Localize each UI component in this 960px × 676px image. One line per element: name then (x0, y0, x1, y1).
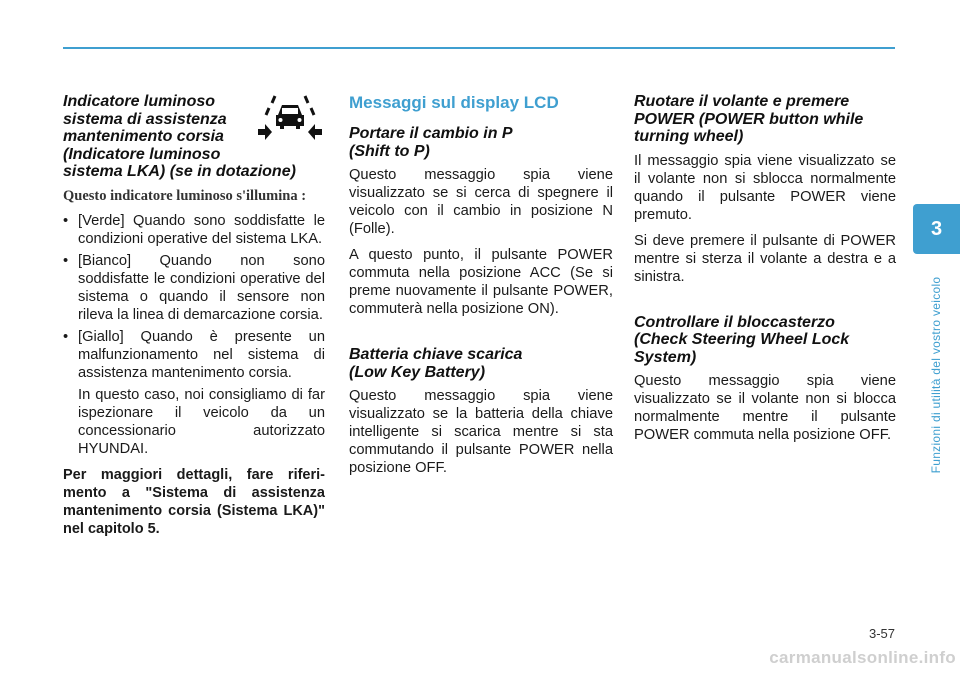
heading-line: (Check Steering Wheel Lock (634, 331, 850, 348)
heading-line: (Shift to P) (349, 142, 430, 160)
heading-line: Portare il cambio in P (349, 125, 513, 142)
column-lka-indicator (63, 93, 325, 538)
top-rule (63, 47, 895, 49)
paragraph: Questo messaggio spia viene visualizzato se si cerca di spegnere il veicolo con il cambio in posizione N (Folle). (349, 167, 613, 237)
list-item: • [Verde] Quando sono soddisfatte le condizioni operative del sistema LKA. (63, 212, 325, 247)
page-number: 3-57 (868, 626, 895, 641)
chapter-title: Funzioni di utilità del vostro veicolo (929, 276, 943, 474)
lka-heading-block (63, 93, 325, 181)
list-item: • [Bianco] Quando non sono soddisfatte le condizioni operative del sistema o quando il sensore non rileva la linea di demarcazione corsia. (63, 252, 325, 323)
list-item: • [Giallo] Quando è presente un malfunzionamento nel sistema di assistenza mantenimento corsia. (63, 328, 325, 381)
column-lcd-messages (349, 93, 613, 485)
heading-line: (Indicatore luminoso (63, 145, 221, 163)
heading-line: turning wheel) (634, 128, 744, 145)
column-steering (634, 93, 896, 452)
heading-line: System) (634, 348, 697, 366)
heading-line: Batteria chiave scarica (349, 346, 523, 363)
section-title: Messaggi sul display LCD (349, 93, 559, 112)
heading-line: Indicatore luminoso (63, 93, 216, 110)
shift-to-p-heading (349, 125, 613, 160)
heading-line: mantenimento corsia (63, 128, 224, 145)
list-item-text: [Verde] Quando sono soddisfatte le condizioni operative del sistema LKA. (78, 212, 325, 247)
paragraph: Il messaggio spia viene visualizzato se il volante non si sblocca normalmente quando il pulsante POWER viene premuto. (634, 152, 896, 223)
heading-line: POWER (POWER button while (634, 110, 864, 128)
heading-line: Ruotare il volante e premere (634, 93, 850, 110)
low-key-battery-heading (349, 346, 613, 381)
paragraph: A questo punto, il pulsante POWER commuta nella posizione ACC (Se si preme nuovamente il pulsante POWER, commuterà nella posizione ON). (349, 247, 613, 317)
dealer-note: In questo caso, noi consigliamo di far ispezionare il veicolo da un concessionario autorizzato HYUNDAI. (78, 386, 325, 457)
paragraph: Questo messaggio spia viene visualizzato se il volante non si blocca normalmente mentre il pulsante POWER commuta nella posizione OFF. (634, 373, 896, 443)
condition-list (63, 212, 325, 382)
list-item-text: [Bianco] Quando non sono soddisfatte le condizioni operative del sistema o quando il sensore non rileva la linea di demarcazione corsia. (78, 252, 325, 323)
paragraph: Questo messaggio spia viene visualizzato se la batteria della chiave intelligente si scarica mentre si sta commutando il pulsante POWER nella posizione OFF. (349, 388, 613, 476)
steering-lock-heading (634, 314, 896, 367)
paragraph: Si deve premere il pulsante di POWER mentre si sterza il volante a destra e a sinistra. (634, 232, 896, 285)
lane-keeping-assist-icon (255, 93, 325, 143)
reference-note: Per maggiori dettagli, fare riferi-mento a "Sistema di assistenza mantenimento corsia (Sistema LKA)" nel capitolo 5. (63, 466, 325, 537)
heading-line: sistema LKA) (se in dotazione) (63, 163, 296, 180)
list-item-text: [Giallo] Quando è presente un malfunzionamento nel sistema di assistenza mantenimento corsia. (78, 328, 325, 381)
heading-line: (Low Key Battery) (349, 363, 486, 381)
heading-line: Controllare il bloccasterzo (634, 313, 835, 331)
turn-wheel-heading (634, 93, 896, 146)
heading-line: sistema di assistenza (63, 110, 227, 128)
watermark: carmanualsonline.info (769, 648, 956, 667)
chapter-tab: 3 (913, 204, 960, 254)
lights-up-intro: Questo indicatore luminoso s'illumina : (63, 187, 307, 204)
